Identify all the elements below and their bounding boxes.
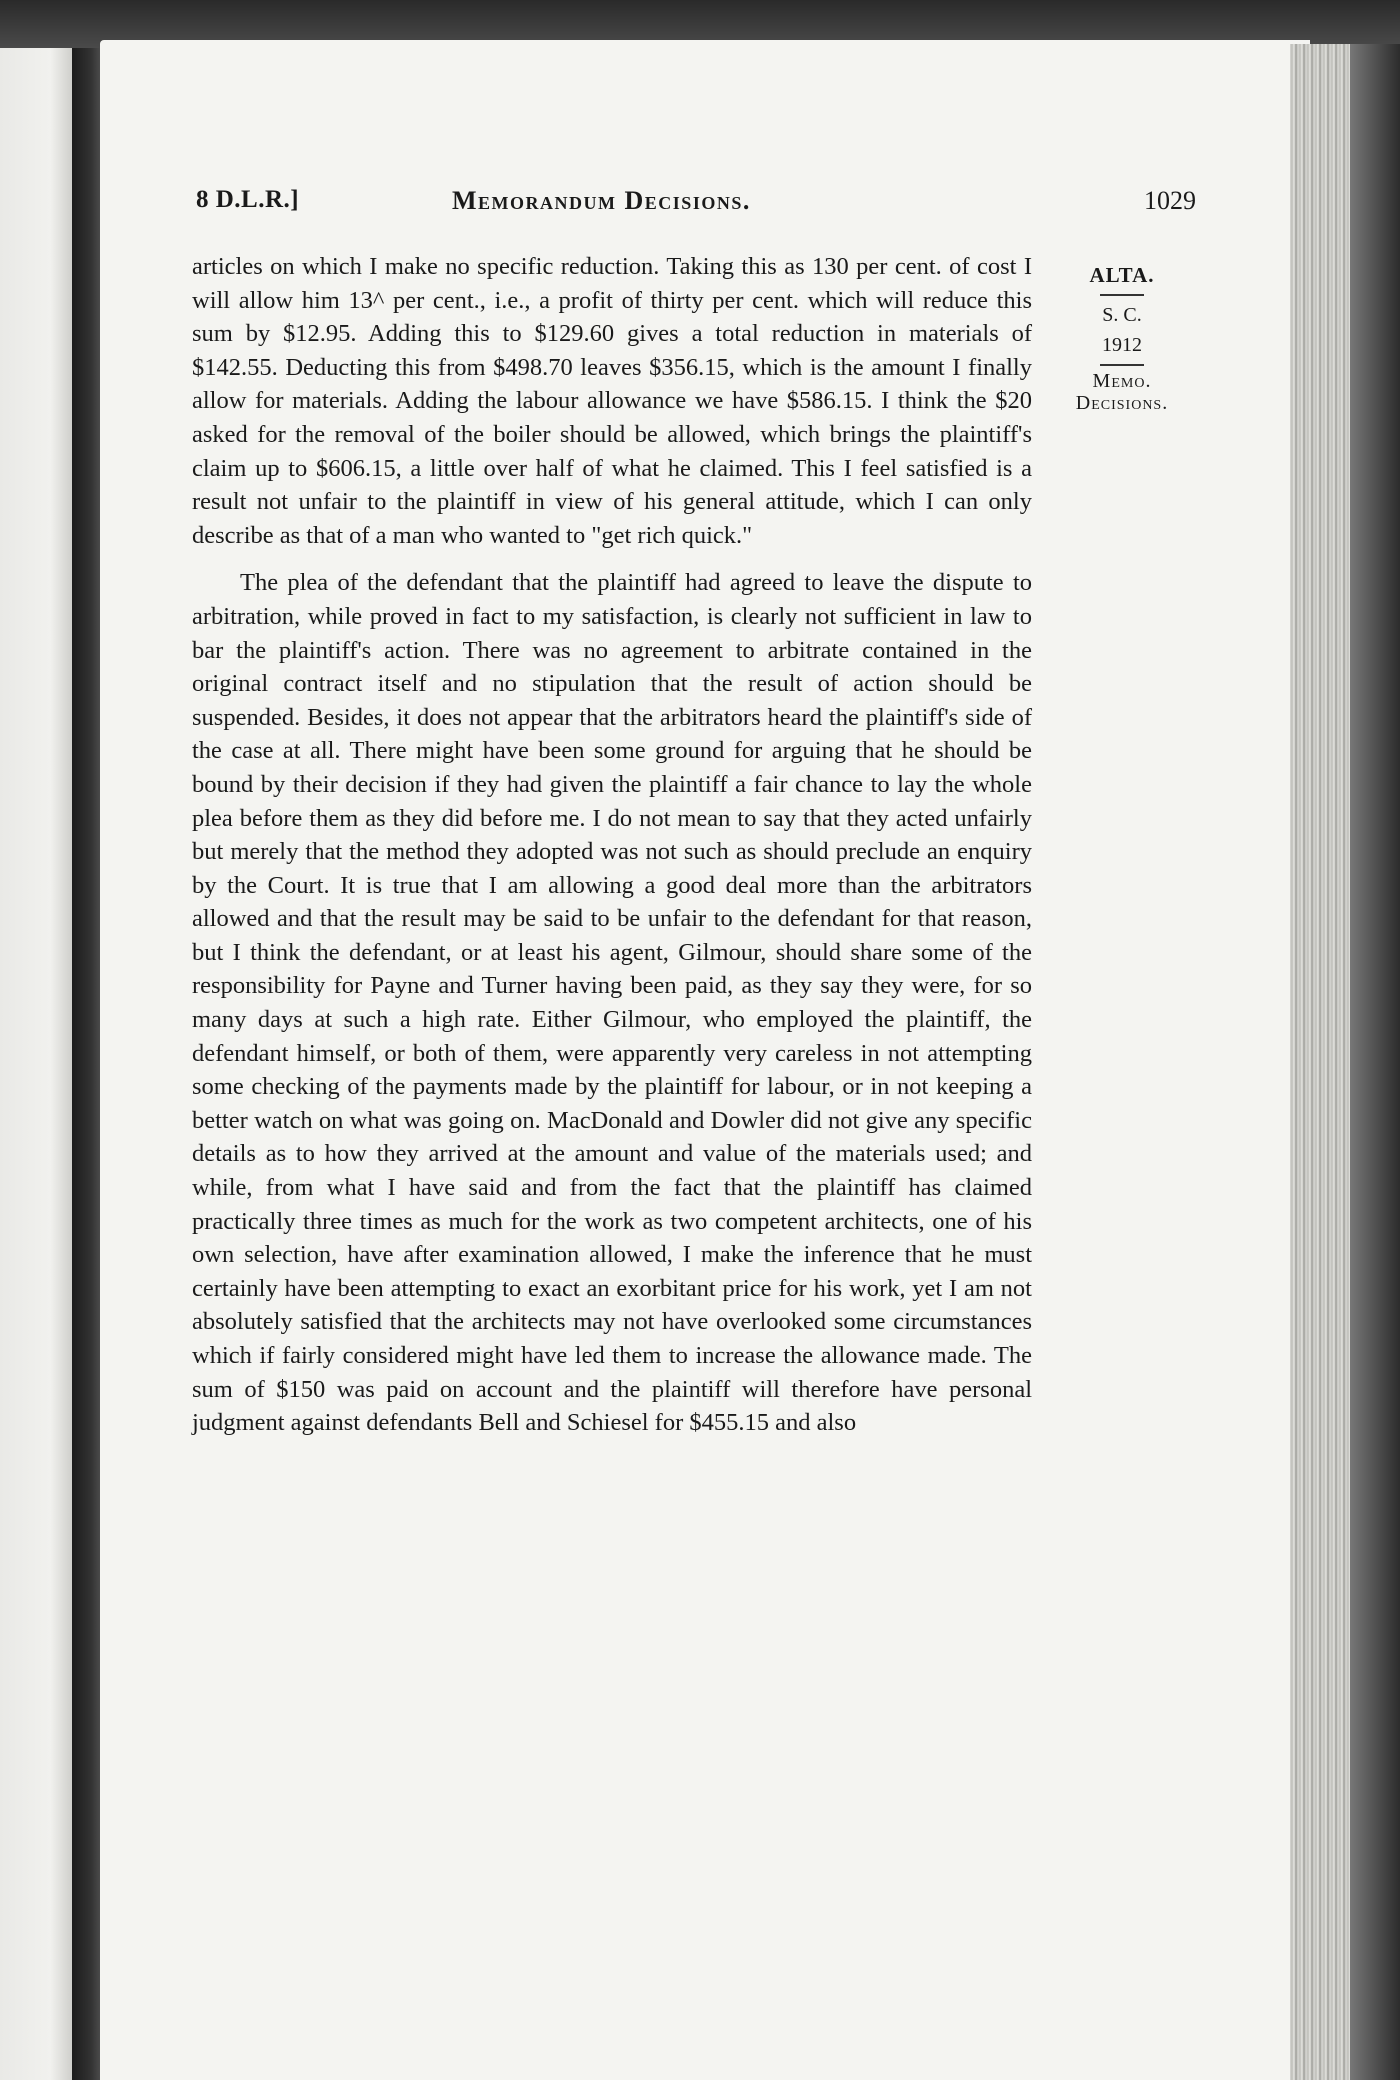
paragraph: The plea of the defendant that the plaintiff had agreed to leave the dispute to arbitration, while proved in fact to my satisfaction, is clearly not sufficient in law to bar the plaintiff's action. There was no agreement to arbitrate contained in the original contract itself and no stipulation that the result of action should be suspended. Besides, it does not appear that the arbitrators heard the plaintiff's side of the case at all. There might have been some ground for arguing that he should be bound by their decision if they had given the plaintiff a fair chance to lay the whole plea before them as they did before me. I do not mean to say that they acted unfairly but merely that the method they adopted was not such as should preclude an enquiry by the Court. It is true that I am allowing a good deal more than the arbitrators allowed and that the result may be said to be unfair to the defendant for that reason, but I think the defendant, or at least his agent, Gilmour, should share some of the responsibility for Payne and Turner having been paid, as they say they were, for so many days at such a high rate. Either Gilmour, who employed the plaintiff, the defendant himself, or both of them, were apparently very careless in not attempting some checking of the payments made by the plaintiff for labour, or in not keeping a better watch on what was going on. MacDonald and Dowler did not give any specific details as to how they arrived at the amount and value of the materials used; and while, from what I have said and from the fact that the plaintiff has claimed practically three times as much for the work as two competent architects, one of his own selection, have after examination allowed, I make the inference that he must certainly have been attempting to exact an exorbitant price for his work, yet I am not absolutely satisfied that the architects may not have overlooked some circumstances which if fairly considered might have led them to increase the allowance made. The sum of $150 was paid on account and the plaintiff will therefore have personal judgment against defendants Bell and Schiesel for $455.15 and also xyxy=(192,569,1032,1437)
volume-reference: 8 D.L.R.] xyxy=(196,186,300,213)
case-label-line2: Decisions. xyxy=(1075,392,1169,414)
margin-note xyxy=(1052,260,1192,414)
running-header xyxy=(196,186,1196,226)
paragraph: articles on which I make no specific reduction. Taking this as 130 per cent. of cost I will allow him 13^ per cent., i.e., a profit of thirty per cent. which will reduce this sum by $12.95. Adding this to $129.60 gives a total reduction in materials of $142.55. Deducting this from $498.70 leaves $356.15, which is the amount I finally allow for materials. Adding the labour allowance we have $586.15. I think the $20 asked for the removal of the boiler should be allowed, which brings the plaintiff's claim up to $606.15, a little over half of what he claimed. This I feel satisfied is a result not unfair to the plaintiff in view of his general attitude, which I can only describe as that of a man who wanted to "get rich quick." xyxy=(192,253,1032,549)
body-text xyxy=(192,250,1032,1440)
page-number: 1029 xyxy=(1144,186,1196,215)
scan-background-right xyxy=(1350,44,1400,2080)
running-title: Memorandum Decisions. xyxy=(452,186,751,215)
page-stack-edge xyxy=(1290,44,1350,2080)
margin-divider xyxy=(1100,364,1144,366)
margin-divider xyxy=(1100,294,1144,296)
facing-page-edge xyxy=(0,48,72,2080)
case-label-line1: Memo. xyxy=(1092,370,1152,392)
court-label: S. C. xyxy=(1102,304,1142,326)
jurisdiction-label: ALTA. xyxy=(1089,263,1155,287)
year-label: 1912 xyxy=(1102,334,1142,356)
